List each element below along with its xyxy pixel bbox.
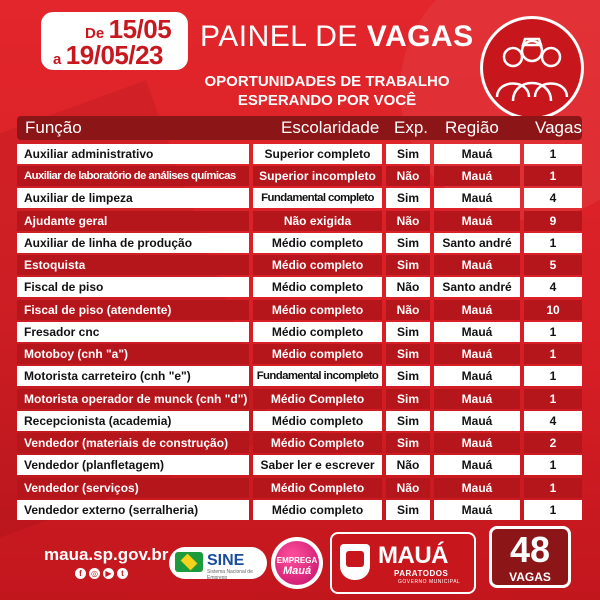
cell-escolaridade: Médio completo xyxy=(253,277,382,297)
cell-exp: Sim xyxy=(386,233,430,253)
cell-regiao: Mauá xyxy=(434,166,520,186)
cell-escolaridade: Não exigida xyxy=(253,211,382,231)
total-vacancies-badge xyxy=(489,526,571,588)
table-header xyxy=(17,116,582,140)
cell-funcao: Auxiliar de linha de produção xyxy=(17,233,249,253)
cell-vagas: 10 xyxy=(524,300,582,320)
emprega-line-2: Mauá xyxy=(282,565,312,577)
cell-exp: Sim xyxy=(386,411,430,431)
cell-funcao: Vendedor (planfletagem) xyxy=(17,455,249,475)
cell-regiao: Mauá xyxy=(434,366,520,386)
sine-label: SINE xyxy=(207,552,245,569)
cell-vagas: 1 xyxy=(524,455,582,475)
table-row xyxy=(17,277,582,297)
cell-escolaridade: Médio completo xyxy=(253,255,382,275)
column-header-funcao: Função xyxy=(25,118,82,137)
table-row xyxy=(17,300,582,320)
cell-vagas: 4 xyxy=(524,188,582,208)
table-row xyxy=(17,233,582,253)
emprega-maua-logo xyxy=(271,537,323,589)
cell-funcao: Motoboy (cnh "a") xyxy=(17,344,249,364)
table-row xyxy=(17,500,582,520)
cell-vagas: 1 xyxy=(524,389,582,409)
date-to xyxy=(53,40,163,71)
subtitle-line-1: OPORTUNIDADES DE TRABALHO xyxy=(204,73,450,90)
facebook-icon[interactable]: f xyxy=(75,568,86,579)
cell-escolaridade: Médio completo xyxy=(253,500,382,520)
cell-funcao: Fresador cnc xyxy=(17,322,249,342)
date-range-box xyxy=(41,12,188,70)
cell-escolaridade: Fundamental incompleto xyxy=(253,366,382,386)
cell-vagas: 4 xyxy=(524,411,582,431)
cell-escolaridade: Superior incompleto xyxy=(253,166,382,186)
cell-exp: Sim xyxy=(386,144,430,164)
instagram-icon[interactable]: ◎ xyxy=(89,568,100,579)
cell-vagas: 1 xyxy=(524,344,582,364)
cell-regiao: Mauá xyxy=(434,478,520,498)
vacancy-table xyxy=(17,144,582,522)
cell-vagas: 1 xyxy=(524,366,582,386)
cell-escolaridade: Médio completo xyxy=(253,411,382,431)
cell-vagas: 1 xyxy=(524,166,582,186)
cell-funcao: Fiscal de piso xyxy=(17,277,249,297)
cell-funcao: Fiscal de piso (atendente) xyxy=(17,300,249,320)
cell-exp: Sim xyxy=(386,389,430,409)
table-row xyxy=(17,411,582,431)
cell-exp: Sim xyxy=(386,322,430,342)
cell-vagas: 1 xyxy=(524,233,582,253)
workers-illustration-icon xyxy=(480,16,584,120)
cell-escolaridade: Superior completo xyxy=(253,144,382,164)
cell-funcao: Vendedor externo (serralheria) xyxy=(17,500,249,520)
cell-escolaridade: Médio Completo xyxy=(253,478,382,498)
cell-exp: Sim xyxy=(386,433,430,453)
cell-escolaridade: Fundamental completo xyxy=(253,188,382,208)
page-title-light: PAINEL DE xyxy=(200,20,358,53)
city-tagline: PARATODOS xyxy=(394,569,449,578)
cell-escolaridade: Médio Completo xyxy=(253,389,382,409)
cell-escolaridade: Médio completo xyxy=(253,322,382,342)
column-header-vagas: Vagas xyxy=(535,118,582,137)
table-row xyxy=(17,255,582,275)
cell-regiao: Mauá xyxy=(434,300,520,320)
cell-regiao: Santo andré xyxy=(434,233,520,253)
cell-vagas: 1 xyxy=(524,478,582,498)
table-row xyxy=(17,478,582,498)
date-from-prefix: De xyxy=(85,25,105,42)
date-to-value: 19/05/23 xyxy=(65,40,164,70)
cell-vagas: 2 xyxy=(524,433,582,453)
page-subtitle xyxy=(196,72,458,110)
date-to-prefix: a xyxy=(53,51,62,68)
table-row xyxy=(17,344,582,364)
cell-regiao: Mauá xyxy=(434,188,520,208)
cell-escolaridade: Médio Completo xyxy=(253,433,382,453)
social-icons xyxy=(75,568,128,579)
brazil-flag-icon xyxy=(175,552,203,572)
cell-funcao: Auxiliar de laboratório de análises químicas xyxy=(17,166,249,186)
table-row xyxy=(17,144,582,164)
cell-vagas: 4 xyxy=(524,277,582,297)
column-header-escolaridade: Escolaridade xyxy=(281,118,380,137)
youtube-icon[interactable]: ▶ xyxy=(103,568,114,579)
table-row xyxy=(17,366,582,386)
page-title xyxy=(200,20,474,54)
cell-funcao: Estoquista xyxy=(17,255,249,275)
cell-escolaridade: Médio completo xyxy=(253,344,382,364)
table-row xyxy=(17,389,582,409)
cell-funcao: Vendedor (serviços) xyxy=(17,478,249,498)
cell-exp: Não xyxy=(386,455,430,475)
table-row xyxy=(17,166,582,186)
cell-regiao: Mauá xyxy=(434,144,520,164)
city-crest-icon xyxy=(340,544,370,580)
cell-funcao: Motorista carreteiro (cnh "e") xyxy=(17,366,249,386)
total-vacancies-number: 48 xyxy=(509,529,551,570)
cell-funcao: Motorista operador de munck (cnh "d") xyxy=(17,389,249,409)
cell-exp: Não xyxy=(386,211,430,231)
cell-regiao: Mauá xyxy=(434,211,520,231)
twitter-icon[interactable]: t xyxy=(117,568,128,579)
table-row xyxy=(17,455,582,475)
cell-funcao: Ajudante geral xyxy=(17,211,249,231)
cell-vagas: 1 xyxy=(524,500,582,520)
cell-regiao: Mauá xyxy=(434,433,520,453)
date-from-value: 15/05 xyxy=(108,14,172,44)
cell-vagas: 9 xyxy=(524,211,582,231)
cell-regiao: Mauá xyxy=(434,322,520,342)
cell-exp: Sim xyxy=(386,344,430,364)
maua-city-logo xyxy=(330,532,476,594)
cell-exp: Sim xyxy=(386,255,430,275)
cell-vagas: 1 xyxy=(524,144,582,164)
table-row xyxy=(17,188,582,208)
cell-escolaridade: Médio completo xyxy=(253,233,382,253)
cell-exp: Não xyxy=(386,478,430,498)
cell-vagas: 5 xyxy=(524,255,582,275)
cell-funcao: Auxiliar de limpeza xyxy=(17,188,249,208)
cell-exp: Não xyxy=(386,277,430,297)
cell-escolaridade: Médio completo xyxy=(253,300,382,320)
page-title-bold: VAGAS xyxy=(366,20,474,53)
cell-regiao: Santo andré xyxy=(434,277,520,297)
cell-regiao: Mauá xyxy=(434,255,520,275)
cell-exp: Não xyxy=(386,166,430,186)
table-row xyxy=(17,211,582,231)
subtitle-line-2: ESPERANDO POR VOCÊ xyxy=(237,92,417,109)
cell-regiao: Mauá xyxy=(434,500,520,520)
emprega-line-1: EMPREGA xyxy=(276,556,318,565)
cell-exp: Sim xyxy=(386,366,430,386)
city-government: GOVERNO MUNICIPAL xyxy=(398,579,461,585)
column-header-exp: Exp. xyxy=(394,118,429,137)
cell-funcao: Recepcionista (academia) xyxy=(17,411,249,431)
cell-escolaridade: Saber ler e escrever xyxy=(253,455,382,475)
total-vacancies-label: VAGAS xyxy=(509,570,551,584)
cell-regiao: Mauá xyxy=(434,411,520,431)
cell-vagas: 1 xyxy=(524,322,582,342)
cell-funcao: Auxiliar administrativo xyxy=(17,144,249,164)
table-row xyxy=(17,433,582,453)
sine-small-text: Sistema Nacional de Emprego xyxy=(207,569,253,581)
cell-funcao: Vendedor (materiais de construção) xyxy=(17,433,249,453)
cell-exp: Sim xyxy=(386,188,430,208)
column-header-regiao: Região xyxy=(445,118,499,137)
sine-logo xyxy=(169,547,267,579)
city-name: MAUÁ xyxy=(378,542,448,569)
website-link[interactable]: maua.sp.gov.br xyxy=(44,545,169,564)
cell-exp: Não xyxy=(386,300,430,320)
cell-regiao: Mauá xyxy=(434,344,520,364)
cell-regiao: Mauá xyxy=(434,389,520,409)
cell-regiao: Mauá xyxy=(434,455,520,475)
table-row xyxy=(17,322,582,342)
cell-exp: Sim xyxy=(386,500,430,520)
